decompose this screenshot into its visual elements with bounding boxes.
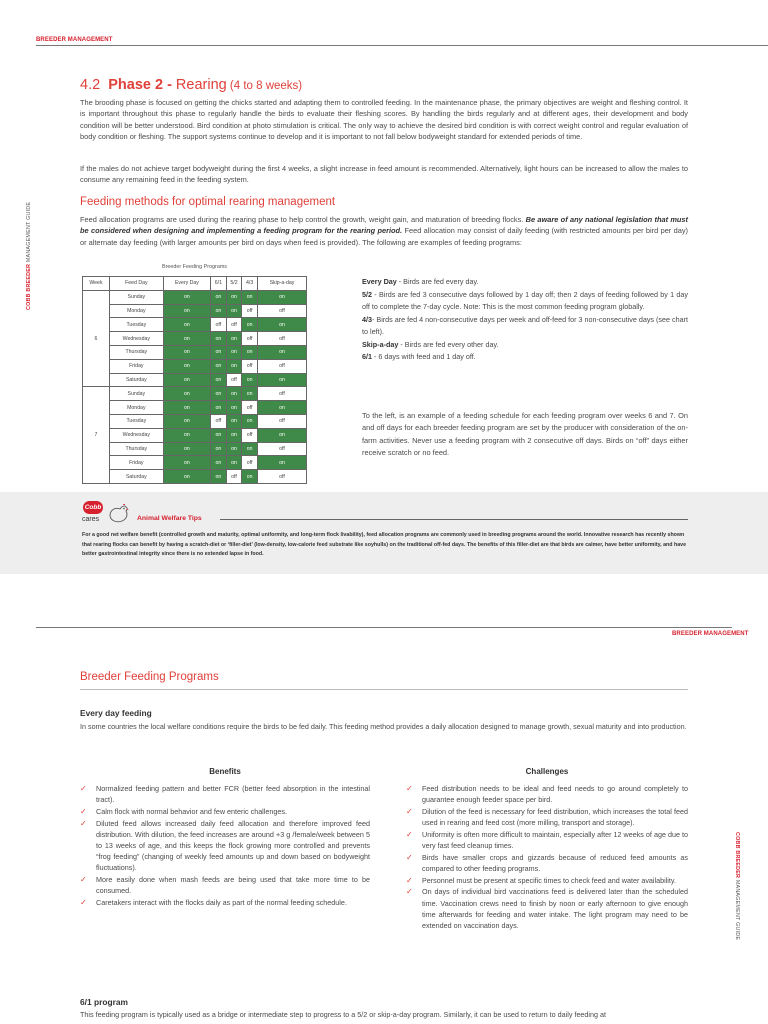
list-item bbox=[80, 806, 370, 817]
feed-day-cell: Tuesday bbox=[109, 318, 163, 332]
feed-status-cell: on bbox=[163, 373, 210, 387]
definition-term: Skip-a-day bbox=[362, 339, 399, 349]
feed-status-cell: on bbox=[211, 345, 227, 359]
feed-status-cell: on bbox=[226, 442, 242, 456]
intro-paragraph-1: The brooding phase is focused on getting the chicks started and adapting them to controlled feeding. In the maintenance phase, the primary objectives are weight and fleshing control. It is important throughout this phase to regularly handle the birds to evaluate their fleshing scores. By handling the birds regularly and at different ages, their development and body condition will be better understood. Bird condition at photo stimulation is critical. The only way to achieve the desired bird condition is with correct weight control and regular evaluation of body condition or fleshing. The support systems continue to develop and it is important to not fall below bodyweight standard for extended periods of time. bbox=[80, 98, 688, 142]
feed-day-cell: Thursday bbox=[109, 442, 163, 456]
definition-item bbox=[362, 339, 688, 352]
table-header-cell: 6/1 bbox=[211, 277, 227, 291]
feed-status-cell: on bbox=[163, 428, 210, 442]
list-item-text: Normalized feeding pattern and better FCR (better feed absorption in the intestinal tract). bbox=[96, 784, 370, 805]
table-row bbox=[83, 345, 307, 359]
everyday-text: In some countries the local welfare conditions require the birds to be fed daily. This feeding method provides a daily allocation designed to manage growth, sexual maturity and into production. bbox=[80, 722, 687, 731]
methods-paragraph bbox=[80, 214, 688, 248]
intro-paragraph-2: If the males do not achieve target bodyweight during the first 4 weeks, a slight increase in feed amount is recommended. Alternatively, light hours can be increased to allow the males to consume any remaining feed in the feeding system. bbox=[80, 164, 688, 185]
feed-status-cell: on bbox=[257, 345, 306, 359]
challenges-heading: Challenges bbox=[525, 767, 569, 776]
feed-status-cell: on bbox=[242, 387, 258, 401]
feed-status-cell: off bbox=[242, 304, 258, 318]
side-label-rest: MANAGEMENT GUIDE bbox=[26, 201, 32, 264]
table-row bbox=[83, 290, 307, 304]
feed-status-cell: on bbox=[163, 304, 210, 318]
table-row bbox=[83, 401, 307, 415]
bottom-header-rule bbox=[36, 627, 732, 628]
feed-day-cell: Saturday bbox=[109, 373, 163, 387]
table-row bbox=[83, 318, 307, 332]
program61-text: This feeding program is typically used as a bridge or intermediate step to progress to a 5/2 or skip-a-day program. Similarly, it can be used to return to daily feeding at bbox=[80, 1010, 607, 1019]
week-cell: 7 bbox=[83, 387, 110, 484]
phase-heading bbox=[80, 77, 302, 93]
checkmark-icon: ✓ bbox=[80, 806, 87, 816]
checkmark-icon: ✓ bbox=[406, 852, 413, 862]
table-header-cell: Feed Day bbox=[109, 277, 163, 291]
feed-status-cell: off bbox=[257, 414, 306, 428]
feed-status-cell: off bbox=[242, 428, 258, 442]
feed-status-cell: on bbox=[242, 345, 258, 359]
list-item-text: Uniformity is often more difficult to maintain, especially after 12 weeks of age due to very fast feed cleanup times. bbox=[422, 829, 688, 851]
feed-status-cell: on bbox=[211, 387, 227, 401]
feed-status-cell: on bbox=[242, 470, 258, 484]
week-cell: 6 bbox=[83, 290, 110, 387]
checkmark-icon: ✓ bbox=[80, 784, 87, 793]
bottom-title-rule bbox=[80, 689, 688, 690]
table-row bbox=[83, 387, 307, 401]
methods-title: Feeding methods for optimal rearing management bbox=[80, 196, 336, 208]
feed-status-cell: on bbox=[257, 290, 306, 304]
feed-day-cell: Monday bbox=[109, 304, 163, 318]
feed-status-cell: off bbox=[226, 373, 242, 387]
top-header-label: BREEDER MANAGEMENT bbox=[36, 37, 113, 43]
feed-status-cell: on bbox=[163, 290, 210, 304]
benefits-list bbox=[80, 783, 370, 909]
table-row bbox=[83, 414, 307, 428]
checkmark-icon: ✓ bbox=[406, 887, 413, 897]
list-item bbox=[80, 897, 370, 908]
list-item-text: On days of individual bird vaccinations feed is delivered later than the scheduled time. Vaccination crews need to finish by noon or early afternoon to give enough time afterwards for feeding and water intake. The light program may need to be extended on vaccination days. bbox=[422, 887, 688, 930]
definition-term: 4/3 bbox=[362, 314, 372, 324]
cares-logo-word: cares bbox=[82, 516, 100, 523]
definition-text: - 6 days with feed and 1 day off. bbox=[372, 352, 476, 361]
definition-term: Every Day bbox=[362, 277, 397, 286]
feed-status-cell: on bbox=[211, 304, 227, 318]
feed-status-cell: on bbox=[211, 401, 227, 415]
list-item bbox=[406, 829, 688, 851]
feed-status-cell: on bbox=[211, 470, 227, 484]
feed-status-cell: on bbox=[163, 332, 210, 346]
section-number: 4.2 bbox=[80, 77, 101, 93]
feed-status-cell: on bbox=[211, 428, 227, 442]
definition-text: - Birds are fed 3 consecutive days followed by 1 day off; then 2 days of feeding followed by 1 day off to complete the 7-day cycle. Note: This is the most common feeding program globally. bbox=[362, 289, 688, 311]
list-item bbox=[406, 886, 688, 931]
feed-status-cell: off bbox=[257, 387, 306, 401]
list-item bbox=[406, 852, 688, 874]
feed-status-cell: on bbox=[211, 456, 227, 470]
definition-item bbox=[362, 276, 688, 289]
list-item bbox=[80, 783, 370, 805]
feed-status-cell: on bbox=[211, 442, 227, 456]
feed-status-cell: on bbox=[226, 414, 242, 428]
feed-status-cell: off bbox=[257, 359, 306, 373]
definition-term: 6/1 bbox=[362, 352, 372, 361]
feed-status-cell: on bbox=[257, 456, 306, 470]
phase-range: (4 to 8 weeks) bbox=[226, 80, 303, 92]
feed-status-cell: off bbox=[242, 456, 258, 470]
feed-status-cell: on bbox=[211, 359, 227, 373]
checkmark-icon: ✓ bbox=[406, 829, 413, 839]
feed-status-cell: off bbox=[226, 470, 242, 484]
table-caption: Breeder Feeding Programs bbox=[161, 264, 228, 270]
list-item bbox=[406, 806, 688, 828]
definition-term: 5/2 bbox=[362, 289, 372, 299]
feed-status-cell: on bbox=[242, 373, 258, 387]
table-header-cell: 5/2 bbox=[226, 277, 242, 291]
list-item-text: Personnel must be present at specific times to check feed and water availability. bbox=[422, 875, 676, 885]
table-row bbox=[83, 373, 307, 387]
definition-item bbox=[362, 314, 688, 339]
feed-status-cell: on bbox=[257, 373, 306, 387]
methods-text-c: Feed allocation may consist of daily feeding (with restricted amounts per bird per day) or alternate day feeding (with larger amounts per bird on days when feed is provided). The following are examples of feeding programs: bbox=[80, 226, 688, 247]
table-header-row bbox=[83, 277, 307, 291]
table-row bbox=[83, 304, 307, 318]
schedule-note: To the left, is an example of a feeding schedule for each feeding program over weeks 6 and 7. On and off days for each breeder feeding program are set by the producer with consideration of the on-farm activities. Never use a feeding program with 2 consecutive off days. Birds on “off” days either receive scratch or no feed. bbox=[362, 411, 688, 457]
feed-status-cell: on bbox=[163, 359, 210, 373]
feed-status-cell: on bbox=[257, 428, 306, 442]
table-row bbox=[83, 456, 307, 470]
hen-icon bbox=[106, 502, 132, 524]
feed-status-cell: off bbox=[242, 359, 258, 373]
feed-status-cell: off bbox=[242, 401, 258, 415]
list-item bbox=[406, 783, 688, 805]
feeding-schedule-table bbox=[82, 276, 307, 484]
feed-status-cell: on bbox=[226, 456, 242, 470]
top-side-label bbox=[26, 202, 32, 310]
table-row bbox=[83, 359, 307, 373]
feed-status-cell: on bbox=[257, 401, 306, 415]
feed-status-cell: off bbox=[226, 318, 242, 332]
checkmark-icon: ✓ bbox=[406, 875, 413, 885]
bottom-header-label: BREEDER MANAGEMENT bbox=[672, 631, 749, 637]
feed-status-cell: on bbox=[226, 359, 242, 373]
feed-status-cell: on bbox=[226, 428, 242, 442]
feed-status-cell: off bbox=[211, 318, 227, 332]
list-item-text: More easily done when mash feeds are being used that take more time to be consumed. bbox=[96, 875, 370, 896]
feed-status-cell: on bbox=[163, 345, 210, 359]
checkmark-icon: ✓ bbox=[406, 806, 413, 816]
definition-text: - Birds are fed every other day. bbox=[398, 339, 499, 349]
feed-status-cell: on bbox=[163, 470, 210, 484]
feed-day-cell: Thursday bbox=[109, 345, 163, 359]
feed-status-cell: on bbox=[226, 401, 242, 415]
definition-text: - Birds are fed every day. bbox=[396, 277, 479, 286]
checkmark-icon: ✓ bbox=[80, 818, 87, 828]
feed-status-cell: on bbox=[242, 442, 258, 456]
feed-status-cell: on bbox=[242, 318, 258, 332]
definition-item bbox=[362, 351, 688, 364]
list-item-text: Dilution of the feed is necessary for feed distribution, which increases the total feed used in rearing and feed cost (more milling, transport and storage). bbox=[422, 806, 688, 828]
feed-status-cell: on bbox=[257, 318, 306, 332]
checkmark-icon: ✓ bbox=[80, 875, 87, 885]
feed-day-cell: Monday bbox=[109, 401, 163, 415]
list-item-text: Diluted feed allows increased daily feed allocation and therefore improved feed distribution. With dilution, the feed increases are around +3 g /female/week between 5 to 13 weeks of age, and this keeps the flock growing more controlled and prevents “frog feeding” (changing of weekly feed amounts up and down based on bodyweight fluctuations). bbox=[96, 818, 370, 873]
methods-text-a: Feed allocation programs are used during the rearing phase to help control the growth, weight gain, and maturation of breeding flocks. bbox=[80, 215, 526, 224]
program61-heading: 6/1 program bbox=[80, 997, 128, 1007]
feed-day-cell: Friday bbox=[109, 456, 163, 470]
feed-day-cell: Sunday bbox=[109, 290, 163, 304]
feed-status-cell: off bbox=[242, 332, 258, 346]
feed-status-cell: on bbox=[226, 345, 242, 359]
welfare-text: For a good net welfare benefit (controlled growth and maturity, optimal uniformity, and long-term flock livability), feed allocation programs are commonly used in breeding programs around the world. Innovative research has recently shown that rearing flocks can benefit by having a scratch-diet or ‘filler-diet’ (low-density, low-calorie feed substrate like soyhulls) on the traditional off-fed days. The benefits of this filler-diet are that birds are calmer, have better uniformity, and have better gastrointestinal integrity since there is no extended lapse in food. bbox=[82, 532, 687, 558]
cobb-logo: Cobb bbox=[83, 501, 103, 514]
checkmark-icon: ✓ bbox=[80, 898, 87, 908]
feed-day-cell: Sunday bbox=[109, 387, 163, 401]
list-item-text: Feed distribution needs to be ideal and feed needs to go around completely to guarantee enough feeder space per bird. bbox=[422, 784, 688, 805]
methods-legislation-note: Be aware of any national legislation that must be considered when designing and implementing a feeding program for the rearing period. bbox=[80, 215, 688, 236]
table-row bbox=[83, 428, 307, 442]
feed-status-cell: on bbox=[163, 414, 210, 428]
top-header-rule bbox=[36, 45, 768, 46]
list-item bbox=[80, 874, 370, 896]
table-row bbox=[83, 332, 307, 346]
feed-day-cell: Friday bbox=[109, 359, 163, 373]
feed-status-cell: on bbox=[211, 290, 227, 304]
table-header-cell: Skip-a-day bbox=[257, 277, 306, 291]
list-item bbox=[406, 875, 688, 886]
definition-item bbox=[362, 289, 688, 314]
feed-status-cell: off bbox=[257, 332, 306, 346]
welfare-title-rule bbox=[220, 519, 688, 520]
feed-status-cell: on bbox=[163, 456, 210, 470]
feed-status-cell: on bbox=[226, 387, 242, 401]
table-header-cell: Week bbox=[83, 277, 110, 291]
feed-status-cell: on bbox=[226, 304, 242, 318]
feed-status-cell: off bbox=[257, 470, 306, 484]
feed-status-cell: on bbox=[226, 290, 242, 304]
feed-status-cell: on bbox=[242, 290, 258, 304]
feed-day-cell: Tuesday bbox=[109, 414, 163, 428]
benefits-heading: Benefits bbox=[209, 767, 241, 776]
list-item bbox=[80, 818, 370, 874]
feed-status-cell: on bbox=[163, 442, 210, 456]
phase-name: Rearing bbox=[171, 77, 227, 93]
checkmark-icon: ✓ bbox=[406, 784, 413, 793]
feed-status-cell: off bbox=[211, 414, 227, 428]
feed-status-cell: on bbox=[242, 414, 258, 428]
feed-day-cell: Wednesday bbox=[109, 332, 163, 346]
list-item-text: Calm flock with normal behavior and few enteric challenges. bbox=[96, 806, 287, 816]
feed-status-cell: off bbox=[257, 442, 306, 456]
side-label-brand: COBB BREEDER bbox=[26, 263, 32, 310]
feed-status-cell: off bbox=[257, 304, 306, 318]
phase-bold: Phase 2 - bbox=[108, 77, 172, 93]
everyday-heading: Every day feeding bbox=[80, 708, 152, 718]
list-item-text: Birds have smaller crops and gizzards because of reduced feed amounts as compared to other feeding programs. bbox=[422, 852, 688, 873]
feed-status-cell: on bbox=[211, 332, 227, 346]
feed-status-cell: on bbox=[163, 318, 210, 332]
table-row bbox=[83, 442, 307, 456]
feed-status-cell: on bbox=[211, 373, 227, 387]
challenges-list bbox=[406, 783, 688, 932]
definition-text: - Birds are fed 4 non-consecutive days per week and off-feed for 3 non-consecutive days (see chart to left). bbox=[362, 314, 688, 336]
feed-status-cell: on bbox=[163, 401, 210, 415]
program-definitions bbox=[362, 276, 688, 364]
feed-status-cell: on bbox=[163, 387, 210, 401]
bottom-side-label-rest: MANAGEMENT GUIDE bbox=[734, 878, 740, 941]
table-row bbox=[83, 470, 307, 484]
feed-day-cell: Wednesday bbox=[109, 428, 163, 442]
table-header-cell: Every Day bbox=[163, 277, 210, 291]
bottom-side-label-brand: COBB BREEDER bbox=[734, 832, 740, 879]
list-item-text: Caretakers interact with the flocks daily as part of the normal feeding schedule. bbox=[96, 898, 347, 908]
table-header-cell: 4/3 bbox=[242, 277, 258, 291]
bottom-page-title: Breeder Feeding Programs bbox=[80, 671, 219, 683]
feed-status-cell: on bbox=[226, 332, 242, 346]
feed-day-cell: Saturday bbox=[109, 470, 163, 484]
welfare-title: Animal Welfare Tips bbox=[137, 515, 202, 522]
bottom-side-label bbox=[734, 832, 740, 940]
